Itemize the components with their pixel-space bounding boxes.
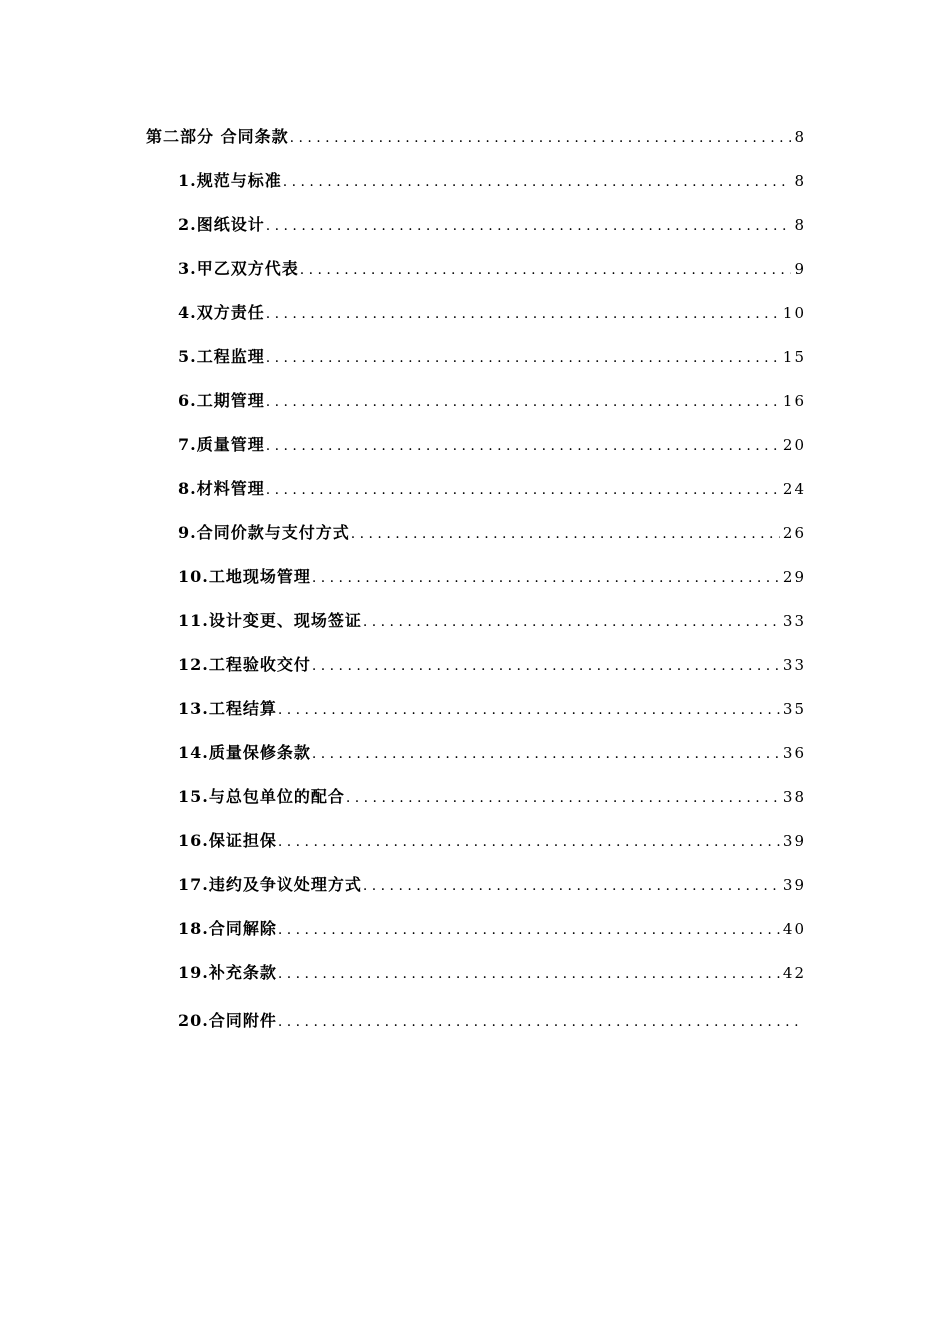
toc-entry-title: 15.与总包单位的配合 <box>178 787 345 806</box>
toc-entry-title: 第二部分 合同条款 <box>146 127 289 146</box>
toc-entry-15[interactable] <box>178 784 806 814</box>
toc-entry-title: 5.工程监理 <box>178 347 265 366</box>
toc-entry-page: 39 <box>782 832 806 850</box>
toc-entry-page: 35 <box>782 700 806 718</box>
toc-entry-page: 42 <box>782 964 806 982</box>
toc-entry-9[interactable] <box>178 520 806 550</box>
toc-entry-title: 4.双方责任 <box>178 303 265 322</box>
toc-entry-20[interactable] <box>178 1008 806 1038</box>
toc-entry-title: 9.合同价款与支付方式 <box>178 523 350 542</box>
toc-entry-page: 38 <box>782 788 806 806</box>
toc-dot-leader <box>363 878 780 894</box>
toc-entry-title: 3.甲乙双方代表 <box>178 259 299 278</box>
toc-dot-leader <box>363 614 780 630</box>
toc-entry-12[interactable] <box>178 652 806 682</box>
toc-dot-leader <box>266 218 792 234</box>
toc-entry-title: 20.合同附件 <box>178 1011 277 1030</box>
toc-entry-page: 10 <box>782 304 806 322</box>
toc-entry-page: 8 <box>794 216 806 234</box>
toc-entry-8[interactable] <box>178 476 806 506</box>
toc-dot-leader <box>278 966 780 982</box>
toc-entry-title: 17.违约及争议处理方式 <box>178 875 362 894</box>
toc-entry-4[interactable] <box>178 300 806 330</box>
toc-entry-2[interactable] <box>178 212 806 242</box>
toc-entry-part-two[interactable] <box>146 124 806 154</box>
toc-dot-leader <box>278 1014 799 1030</box>
toc-entry-title: 11.设计变更、现场签证 <box>178 611 362 630</box>
toc-dot-leader <box>346 790 780 806</box>
toc-entry-title: 2.图纸设计 <box>178 215 265 234</box>
toc-entry-18[interactable] <box>178 916 806 946</box>
toc-entry-page: 16 <box>782 392 806 410</box>
toc-entry-title: 1.规范与标准 <box>178 171 282 190</box>
toc-dot-leader <box>266 438 780 454</box>
toc-entry-title: 19.补充条款 <box>178 963 277 982</box>
toc-entry-5[interactable] <box>178 344 806 374</box>
toc-entry-page: 24 <box>782 480 806 498</box>
toc-dot-leader <box>266 482 780 498</box>
toc-entry-title: 13.工程结算 <box>178 699 277 718</box>
toc-dot-leader <box>266 350 780 366</box>
toc-entry-13[interactable] <box>178 696 806 726</box>
toc-dot-leader <box>278 834 780 850</box>
toc-entry-title: 8.材料管理 <box>178 479 265 498</box>
toc-dot-leader <box>278 922 780 938</box>
toc-dot-leader <box>290 130 792 146</box>
toc-entry-page: 39 <box>782 876 806 894</box>
toc-entry-title: 18.合同解除 <box>178 919 277 938</box>
toc-entry-page: 9 <box>794 260 806 278</box>
toc-entry-page: 40 <box>782 920 806 938</box>
toc-entry-page: 36 <box>782 744 806 762</box>
toc-entry-19[interactable] <box>178 960 806 990</box>
toc-entry-title: 10.工地现场管理 <box>178 567 311 586</box>
toc-entry-title: 6.工期管理 <box>178 391 265 410</box>
toc-dot-leader <box>351 526 780 542</box>
toc-entry-title: 14.质量保修条款 <box>178 743 311 762</box>
toc-entry-17[interactable] <box>178 872 806 902</box>
toc-entry-title: 7.质量管理 <box>178 435 265 454</box>
toc-entry-page: 33 <box>782 656 806 674</box>
toc-dot-leader <box>312 746 780 762</box>
toc-dot-leader <box>312 658 780 674</box>
toc-entry-title: 16.保证担保 <box>178 831 277 850</box>
toc-entry-page: 8 <box>794 128 806 146</box>
toc-entry-7[interactable] <box>178 432 806 462</box>
toc-dot-leader <box>266 394 780 410</box>
toc-entry-title: 12.工程验收交付 <box>178 655 311 674</box>
toc-dot-leader <box>300 262 792 278</box>
toc-entry-1[interactable] <box>178 168 806 198</box>
toc-dot-leader <box>278 702 780 718</box>
toc-dot-leader <box>266 306 780 322</box>
toc-entry-page: 33 <box>782 612 806 630</box>
toc-entry-6[interactable] <box>178 388 806 418</box>
toc-entry-page: 26 <box>782 524 806 542</box>
toc-entry-page: 20 <box>782 436 806 454</box>
toc-dot-leader <box>283 174 792 190</box>
toc-entry-page: 8 <box>794 172 806 190</box>
toc-entry-3[interactable] <box>178 256 806 286</box>
toc-dot-leader <box>312 570 780 586</box>
toc-entry-10[interactable] <box>178 564 806 594</box>
toc-entry-14[interactable] <box>178 740 806 770</box>
toc-entry-11[interactable] <box>178 608 806 638</box>
toc-entry-16[interactable] <box>178 828 806 858</box>
toc-entry-page: 29 <box>782 568 806 586</box>
toc-entry-page: 15 <box>782 348 806 366</box>
